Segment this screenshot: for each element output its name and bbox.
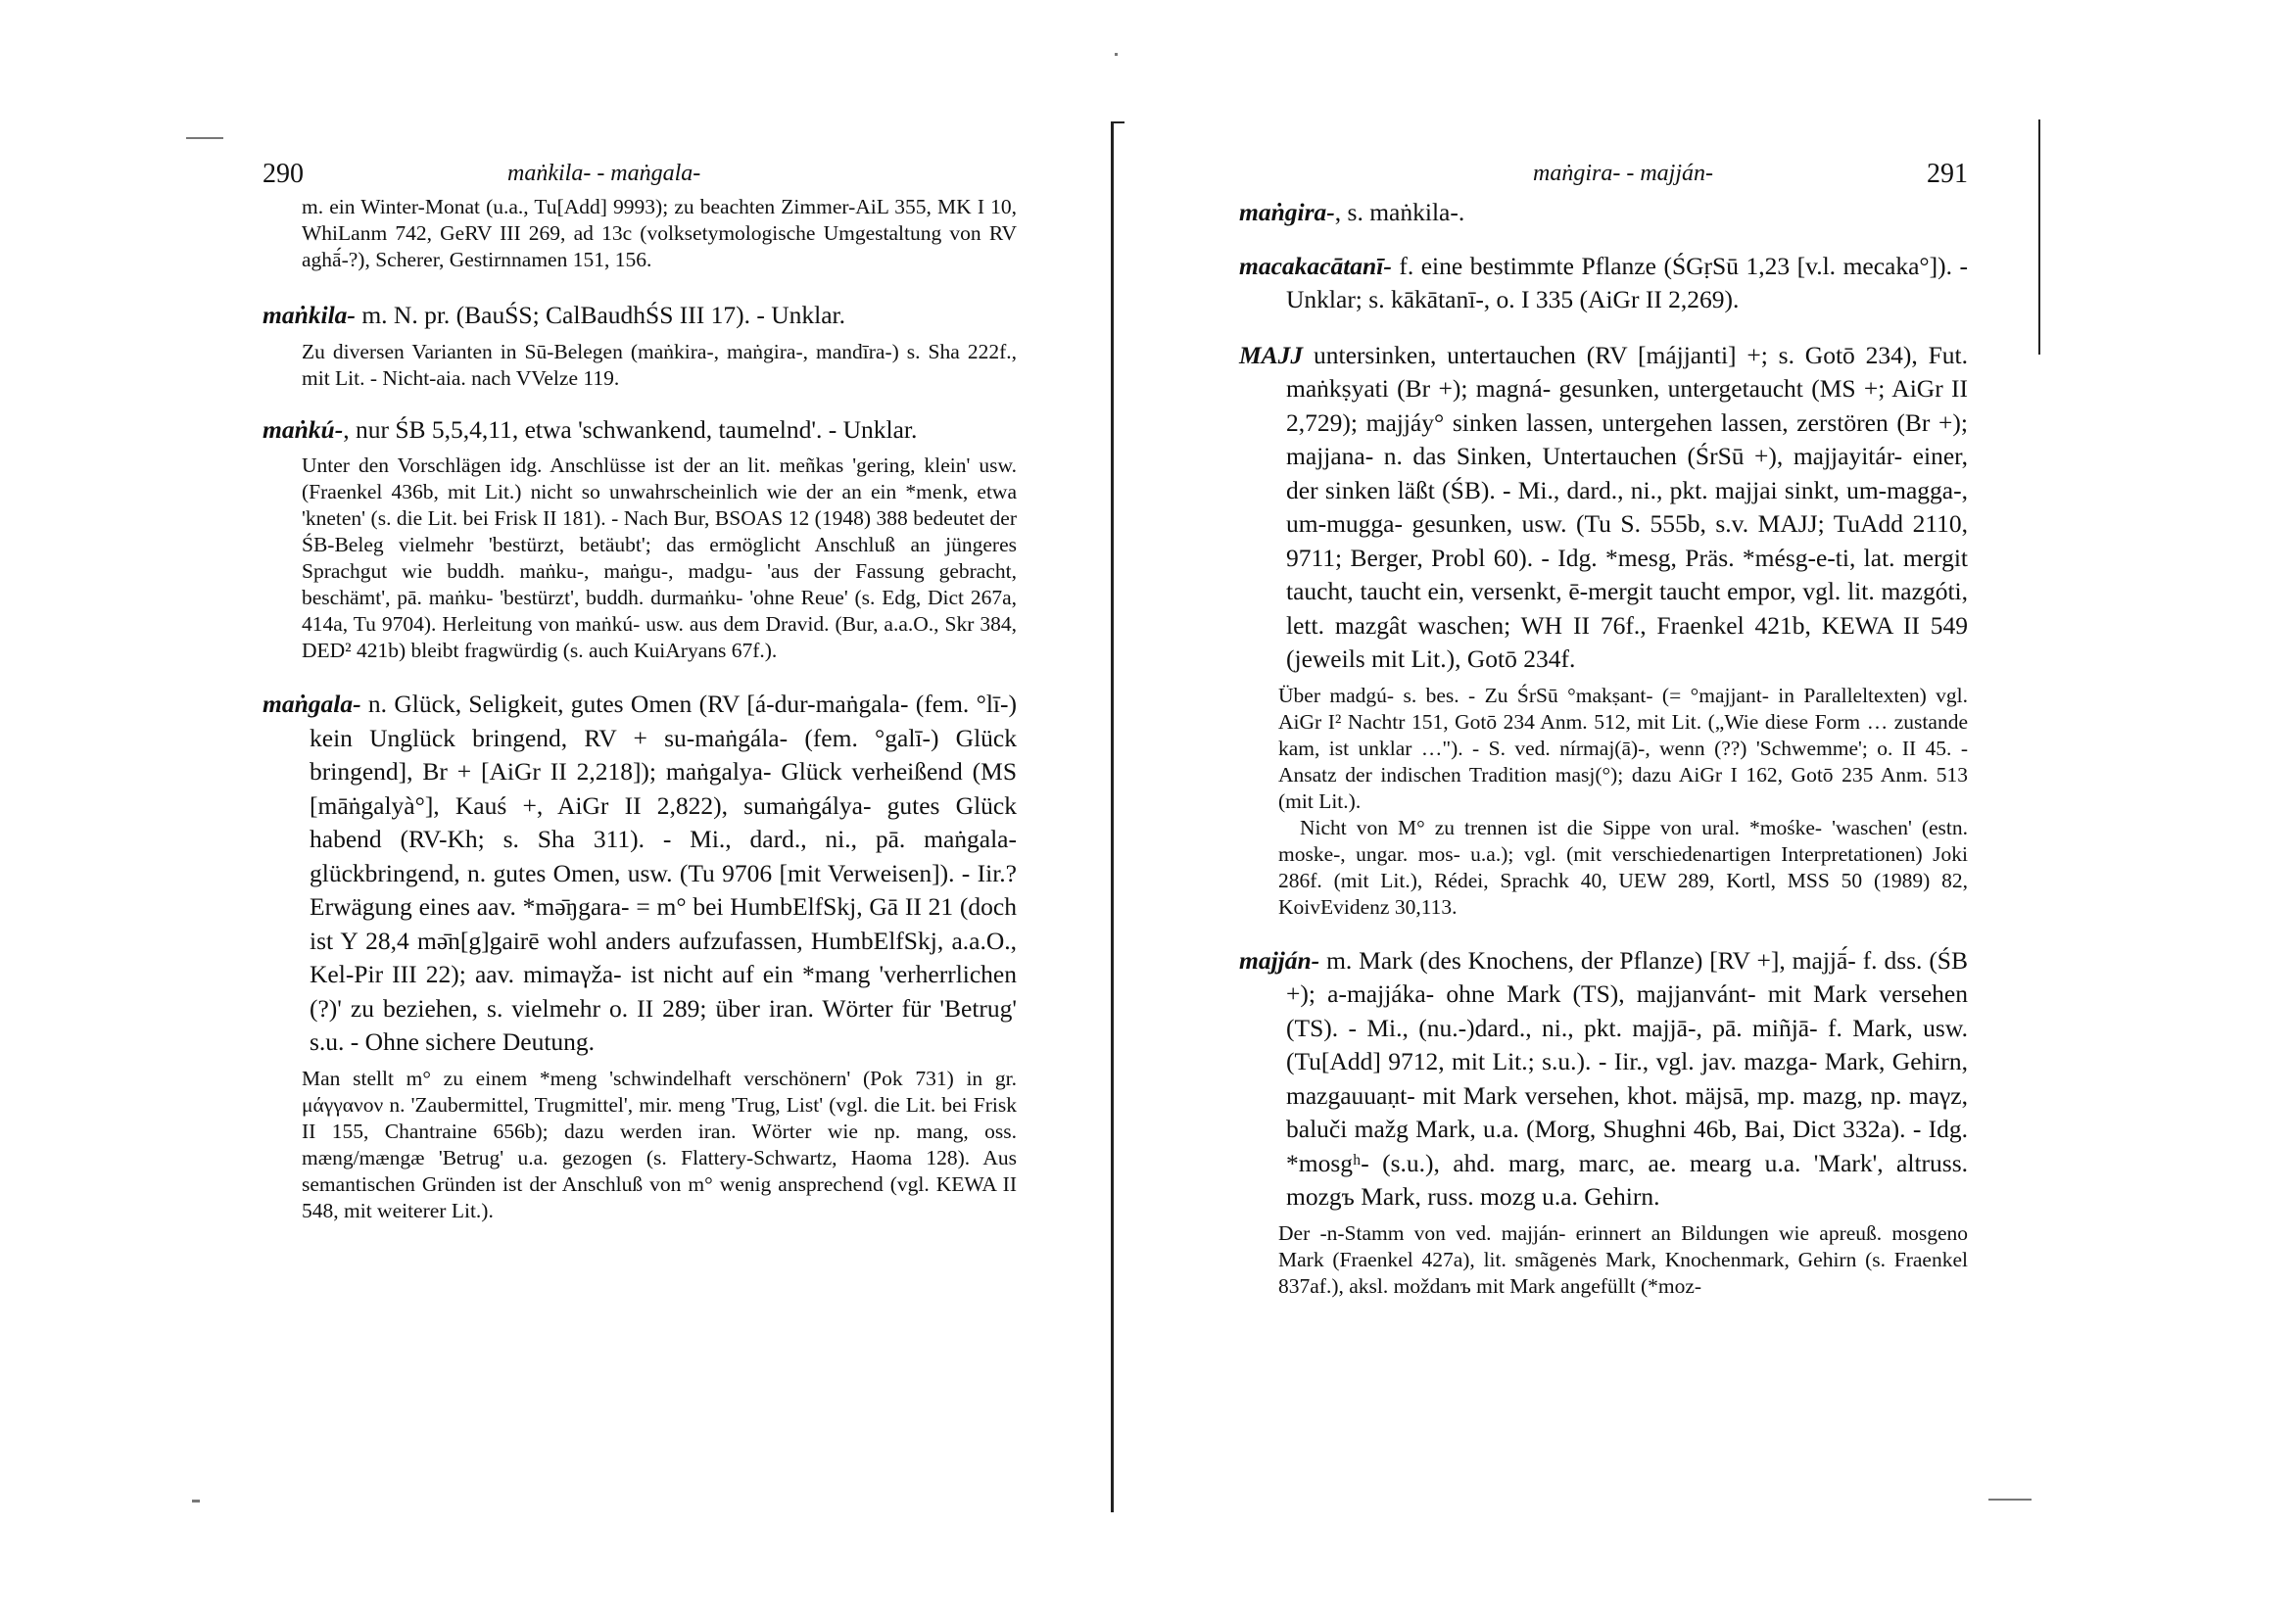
entry-manku <box>263 413 1017 665</box>
page-number: 291 <box>1927 159 1968 189</box>
entry-text: untersinken, untertauchen (RV [májjanti] +; s. Gotō 234), Fut. maṅkṣyati (Br +); magná- gesunken, untergetaucht (MS +; AiGr II 2,729); majjáy° sinken lassen, untergehen lassen, zerstören (Br +); majjana- n. das Sinken, Untertauchen (ŚrSū +), majjayitár- einer, der sinken läßt (ŚB). - Mi., dard., ni., pkt. majjai sinkt, um-magga-, um-mugga- gesunken, usw. (Tu S. 555b, s.v. MAJJ; TuAdd 2110, 9711; Berger, Probl 60). - Idg. *mesg, Präs. *mésg-e-ti, lat. mergit taucht, taucht ein, versenkt, ē-mergit taucht empor, vgl. lit. mazgóti, lett. mazgât waschen; WH II 76f., Fraenkel 421b, KEWA II 549 (jeweils mit Lit.), Gotō 234f. <box>1286 340 1968 673</box>
running-head: maṅkila- - maṅgala- <box>507 161 701 186</box>
right-edge-line <box>2038 119 2040 355</box>
headword: macakacātanī- <box>1239 251 1392 280</box>
entry-note <box>1239 683 1968 921</box>
headword: majján- <box>1239 945 1320 975</box>
entry-text: , s. maṅkila-. <box>1334 198 1465 226</box>
entry-note <box>1239 1220 1968 1300</box>
headword: maṅgira- <box>1239 198 1335 226</box>
gutter-line <box>1111 121 1114 1512</box>
entry-text: , nur ŚB 5,5,4,11, etwa 'schwankend, taumelnd'. - Unklar. <box>343 414 918 444</box>
entry-line <box>1239 339 1968 677</box>
right-page-header <box>1239 147 1968 194</box>
note-text-2: Nicht von M° zu trennen ist die Sippe von ural. *mośke- 'waschen' (estn. moske-, ungar. mos- u.a.); vgl. (mit verschiedenartigen Interpretationen) Joki 286f. (mit Lit.), Rédei, Sprachk 40, UEW 289, Kortl, MSS 50 (1989) 82, KoivEvidenz 30,113. <box>1278 815 1968 919</box>
gutter-tick <box>1111 121 1124 123</box>
entry-mankila <box>263 299 1017 392</box>
entry-line <box>1239 196 1968 230</box>
entry-majjan <box>1239 944 1968 1300</box>
entry-line <box>1239 250 1968 317</box>
running-head: maṅgira- - majján- <box>1533 161 1713 186</box>
entry-text: m. N. pr. (BauŚS; CalBaudhŚS III 17). - Unklar. <box>355 301 846 329</box>
headword: maṅkila- <box>263 301 356 329</box>
right-page <box>1239 147 1968 1300</box>
entry-line <box>263 299 1017 333</box>
entry-note <box>263 1066 1017 1224</box>
scan-mark-top-center <box>1115 53 1118 56</box>
left-page-header <box>263 147 1017 194</box>
continuation-text: m. ein Winter-Monat (u.a., Tu[Add] 9993); zu beachten Zimmer-AiL 355, MK I 10, WhiLanm 742, GeRV III 269, ad 13c (volksetymologische Umgestaltung von RV aghā́-?), Scherer, Gestirnnamen 151, 156. <box>302 195 1017 271</box>
entry-majj <box>1239 339 1968 921</box>
entry-line <box>263 413 1017 448</box>
entry-note <box>263 339 1017 392</box>
entry-mangira <box>1239 196 1968 230</box>
entry-text: f. eine bestimmte Pflanze (ŚGṛSū 1,23 [v.l. mecaka°]). - Unklar; s. kākātanī-, o. I 335 (AiGr II 2,269). <box>1286 251 1968 313</box>
entry-text: n. Glück, Seligkeit, gutes Omen (RV [á-dur-maṅgala- (fem. °lī-) kein Unglück bringend, RV + su-maṅgála- (fem. °galī-) Glück bringend], Br + [AiGr II 2,218]); maṅgalya- Glück verheißend (MS [māṅgalyà°], Kauś +, AiGr II 2,822), sumaṅgálya- gutes Glück habend (RV-Kh; s. Sha 311). - Mi., dard., ni., pā. maṅgala- glückbringend, n. gutes Omen, usw. (Tu 9706 [mit Verweisen]). - Iir.? Erwägung eines aav. *mə̄ŋgara- = m° bei HumbElfSkj, Gā II 21 (doch ist Y 28,4 mə̄n[g]gairē wohl anders aufzufassen, HumbElfSkj, a.a.O., Kel-Pir III 22); aav. mimaγža- ist nicht auf ein *mang 'verherrlichen (?)' zu beziehen, s. vielmehr o. II 289; über iran. Wörter für 'Betrug' s.u. - Ohne sichere Deutung. <box>310 690 1017 1056</box>
entry-note <box>263 453 1017 664</box>
note-text: Man stellt m° zu einem *meng 'schwindelhaft verschönern' (Pok 731) in gr. μάγγανον n. 'Zaubermittel, Trugmittel', mir. meng 'Trug, List' (vgl. die Lit. bei Frisk II 155, Chantraine 656b); dazu werden iran. Wörter wie np. mang, oss. mæng/mængæ 'Betrug' u.a. gezogen (s. Flattery-Schwartz, Haoma 128). Aus semantischen Gründen ist der Anschluß von m° wenig ansprechend (vgl. KEWA II 548, mit weiterer Lit.). <box>302 1066 1017 1222</box>
scan-mark-top-left <box>186 137 223 139</box>
page-number: 290 <box>263 159 304 189</box>
entry-line <box>1239 944 1968 1215</box>
scan-mark-bottom-left <box>192 1500 200 1503</box>
note-text: Unter den Vorschlägen idg. Anschlüsse ist der an lit. meñkas 'gering, klein' usw. (Fraenkel 436b, mit Lit.) nicht so unwahrscheinlich wie der an ein *menk, etwa 'kneten' (s. die Lit. bei Frisk II 181). - Nach Bur, BSOAS 12 (1948) 388 bedeutet der ŚB-Beleg vielmehr 'bestürzt, betäubt'; das ermöglicht Anschluß an jüngeres Sprachgut wie buddh. maṅku-, maṅgu-, madgu- 'aus der Fassung gebracht, beschämt', pā. maṅku- 'bestürzt', buddh. durmaṅku- 'ohne Reue' (s. Edg, Dict 267a, 414a, Tu 9704). Herleitung von maṅkú- usw. aus dem Dravid. (Bur, a.a.O., Skr 384, DED² 421b) bleibt fragwürdig (s. auch KuiAryans 67f.). <box>302 453 1017 662</box>
headword: MAJJ <box>1239 340 1304 369</box>
note-text: Zu diversen Varianten in Sū-Belegen (maṅkira-, maṅgira-, mandīra-) s. Sha 222f., mit Lit. - Nicht-aia. nach VVelze 119. <box>302 339 1017 390</box>
entry-macakacatani <box>1239 250 1968 317</box>
scan-mark-bottom-right <box>1988 1499 2032 1501</box>
continuation-block <box>263 194 1017 273</box>
left-page <box>263 147 1017 1224</box>
note-text: Über madgú- s. bes. - Zu ŚrSū °makṣant- (= °majjant- in Paralleltexten) vgl. AiGr I² Nachtr 151, Gotō 234 Anm. 512, mit Lit. („Wie diese Form … zustande kam, ist unklar …"). - S. ved. nírmaj(ā)-, wenn (??) 'Schwemme'; o. II 45. - Ansatz der indischen Tradition masj(°); dazu AiGr I 162, Gotō 235 Anm. 513 (mit Lit.). <box>1278 683 1968 813</box>
entry-text: m. Mark (des Knochens, der Pflanze) [RV +], majjā́- f. dss. (ŚB +); a-majjáka- ohne Mark (TS), majjanvánt- mit Mark versehen (TS). - Mi., (nu.-)dard., ni., pkt. majjā-, pā. miñjā- f. Mark, usw. (Tu[Add] 9712, mit Lit.; s.u.). - Iir., vgl. jav. mazga- Mark, Gehirn, mazgauuaṇt- mit Mark versehen, khot. mäjsā, mp. mazg, np. maγz, baluči mažg Mark, u.a. (Morg, Shughni 46b, Bai, Dict 332a). - Idg. *mosgʰ- (s.u.), ahd. marg, marc, ae. mearg u.a. 'Mark', altruss. mozgъ Mark, russ. mozg u.a. Gehirn. <box>1286 945 1968 1211</box>
headword: maṅkú- <box>263 414 344 444</box>
note-text: Der -n-Stamm von ved. majján- erinnert an Bildungen wie apreuß. mosgeno Mark (Fraenkel 427a), lit. smãgenės Mark, Knochenmark, Gehirn (s. Fraenkel 837af.), aksl. moždanъ mit Mark angefüllt (*moz- <box>1278 1220 1968 1298</box>
entry-mangala <box>263 688 1017 1224</box>
entry-line <box>263 688 1017 1060</box>
headword: maṅgala- <box>263 690 361 718</box>
